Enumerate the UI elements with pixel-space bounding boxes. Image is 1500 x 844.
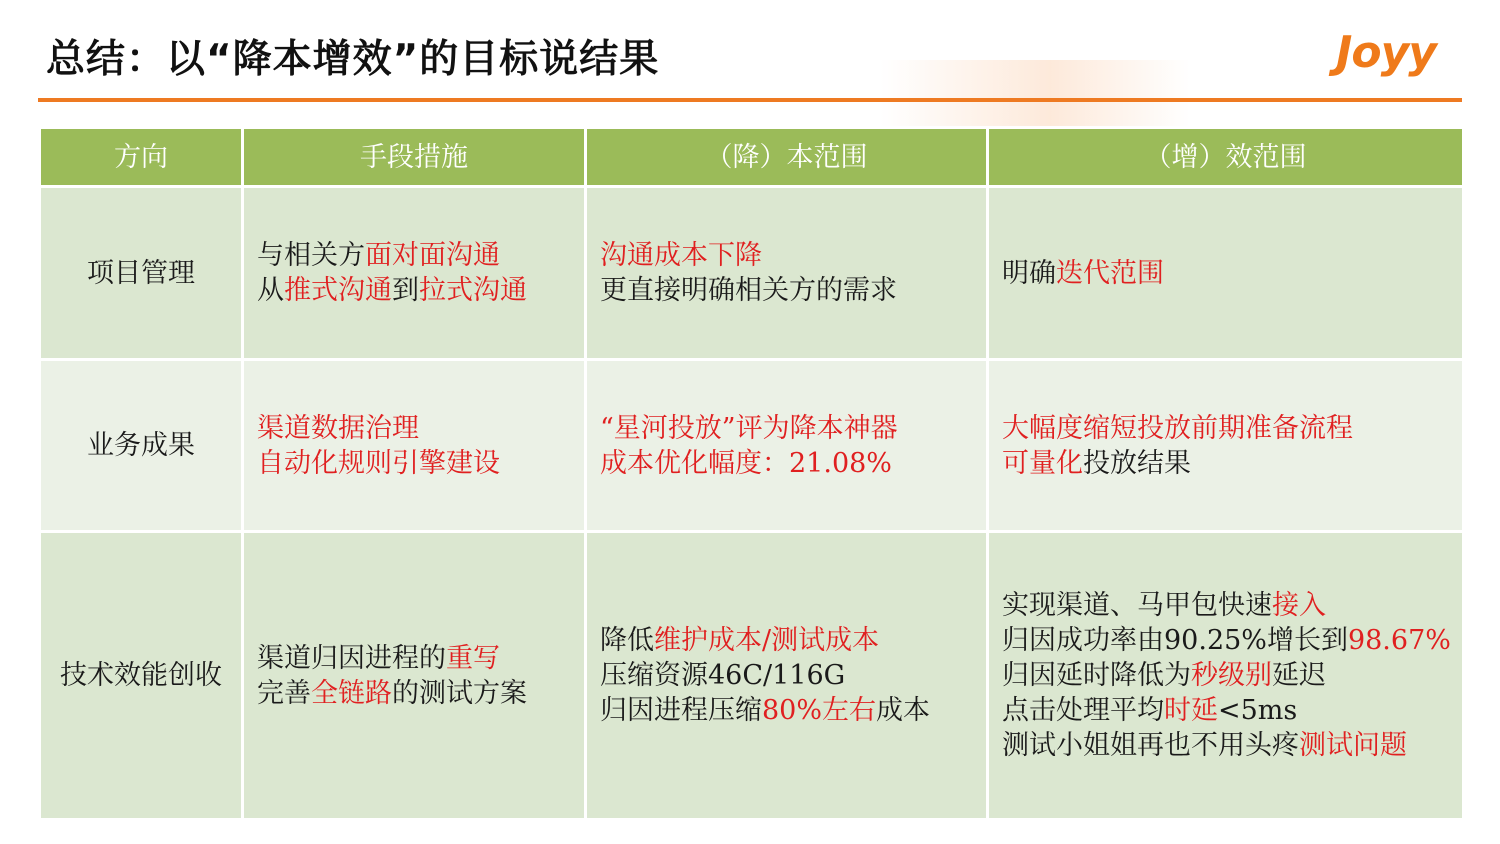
highlight-text: 大幅度缩短投放前期准备流程 [1002, 412, 1353, 444]
highlight-text: 80%左右 [762, 695, 877, 726]
cell-line [1002, 728, 1449, 763]
highlight-text: 全链路 [311, 677, 392, 709]
highlight-text: 成本优化幅度：21.08% [600, 447, 892, 479]
highlight-text: 自动化规则引擎建设 [257, 447, 500, 479]
cell-text: 到 [392, 275, 419, 306]
cell-line [1002, 588, 1449, 623]
header-efficiency-scope: （增）效范围 [988, 128, 1464, 187]
cell-text: 实现渠道、马甲包快速 [1002, 590, 1272, 621]
highlight-text: 面对面沟通 [365, 240, 500, 271]
page-title: 总结：以“降本增效”的目标说结果 [46, 37, 660, 82]
highlight-text: 拉式沟通 [419, 275, 527, 306]
table-row [40, 187, 1464, 360]
cell-line [257, 238, 571, 273]
table-header-row [40, 128, 1464, 187]
cell-text: 归因延时降低为 [1002, 660, 1191, 691]
table-row [40, 360, 1464, 532]
cell-text: 延迟 [1272, 660, 1326, 691]
cell-line [257, 676, 571, 711]
cell-line [257, 446, 571, 481]
cell-line [257, 641, 571, 676]
brand-logo: Joyy [1336, 27, 1436, 78]
cell-text: 归因成功率由90.25%增长到 [1002, 625, 1348, 656]
highlight-text: 接入 [1272, 590, 1326, 621]
measures-cell [243, 532, 586, 820]
highlight-text: 测试问题 [1299, 730, 1407, 761]
row-direction: 技术效能创收 [40, 532, 243, 820]
header-direction: 方向 [40, 128, 243, 187]
cell-text: 点击处理平均 [1002, 695, 1164, 726]
cell-text: 从 [257, 275, 284, 306]
highlight-text: 重写 [446, 642, 500, 674]
highlight-text: 时延 [1164, 695, 1218, 726]
cell-text: 与相关方 [257, 240, 365, 271]
cell-text: 归因进程压缩 [600, 695, 762, 726]
measures-cell [243, 187, 586, 360]
cost-scope-cell [586, 532, 988, 820]
highlight-text: 98.67% [1347, 625, 1451, 656]
cell-text: 降低 [600, 625, 654, 656]
cell-line [600, 658, 973, 693]
cell-line [600, 411, 973, 446]
efficiency-scope-cell [988, 360, 1464, 532]
measures-cell [243, 360, 586, 532]
efficiency-scope-cell [988, 532, 1464, 820]
cell-line [600, 623, 973, 658]
cell-text: 成本 [876, 695, 931, 726]
cell-line [1002, 658, 1449, 693]
cell-line [1002, 411, 1449, 446]
cell-text: 的测试方案 [392, 677, 527, 709]
cost-scope-cell [586, 360, 988, 532]
cell-text: 更直接明确相关方的需求 [600, 275, 897, 306]
cell-text: <5ms [1218, 695, 1298, 726]
cell-text: 明确 [1002, 257, 1056, 289]
cost-scope-cell [586, 187, 988, 360]
cell-line [600, 238, 973, 273]
cell-text: 渠道归因进程的 [257, 642, 446, 674]
highlight-text: 秒级别 [1191, 660, 1272, 691]
cell-line [600, 446, 973, 481]
highlight-text: 沟通成本下降 [600, 240, 762, 271]
cell-text: 压缩资源46C/116G [600, 660, 846, 691]
cell-line [257, 411, 571, 446]
cell-text: 完善 [257, 677, 311, 709]
row-direction: 项目管理 [40, 187, 243, 360]
cell-line [1002, 256, 1449, 291]
cell-text: 测试小姐姐再也不用头疼 [1002, 730, 1299, 761]
highlight-text: 维护成本/测试成本 [654, 625, 880, 656]
row-direction: 业务成果 [40, 360, 243, 532]
cell-line [1002, 693, 1449, 728]
header-measures: 手段措施 [243, 128, 586, 187]
summary-table [38, 126, 1465, 821]
highlight-text: 推式沟通 [284, 275, 392, 306]
highlight-text: 渠道数据治理 [257, 412, 419, 444]
cell-line [600, 693, 973, 728]
highlight-text: 迭代范围 [1056, 257, 1164, 289]
cell-line [1002, 446, 1449, 481]
cell-line [600, 273, 973, 308]
cell-line [257, 273, 571, 308]
cell-line [1002, 623, 1449, 658]
highlight-text: “星河投放”评为降本神器 [600, 412, 898, 444]
title-divider [38, 98, 1462, 102]
highlight-text: 可量化 [1002, 447, 1083, 479]
efficiency-scope-cell [988, 187, 1464, 360]
table-row [40, 532, 1464, 820]
cell-text: 投放结果 [1083, 447, 1191, 479]
header-cost-scope: （降）本范围 [586, 128, 988, 187]
